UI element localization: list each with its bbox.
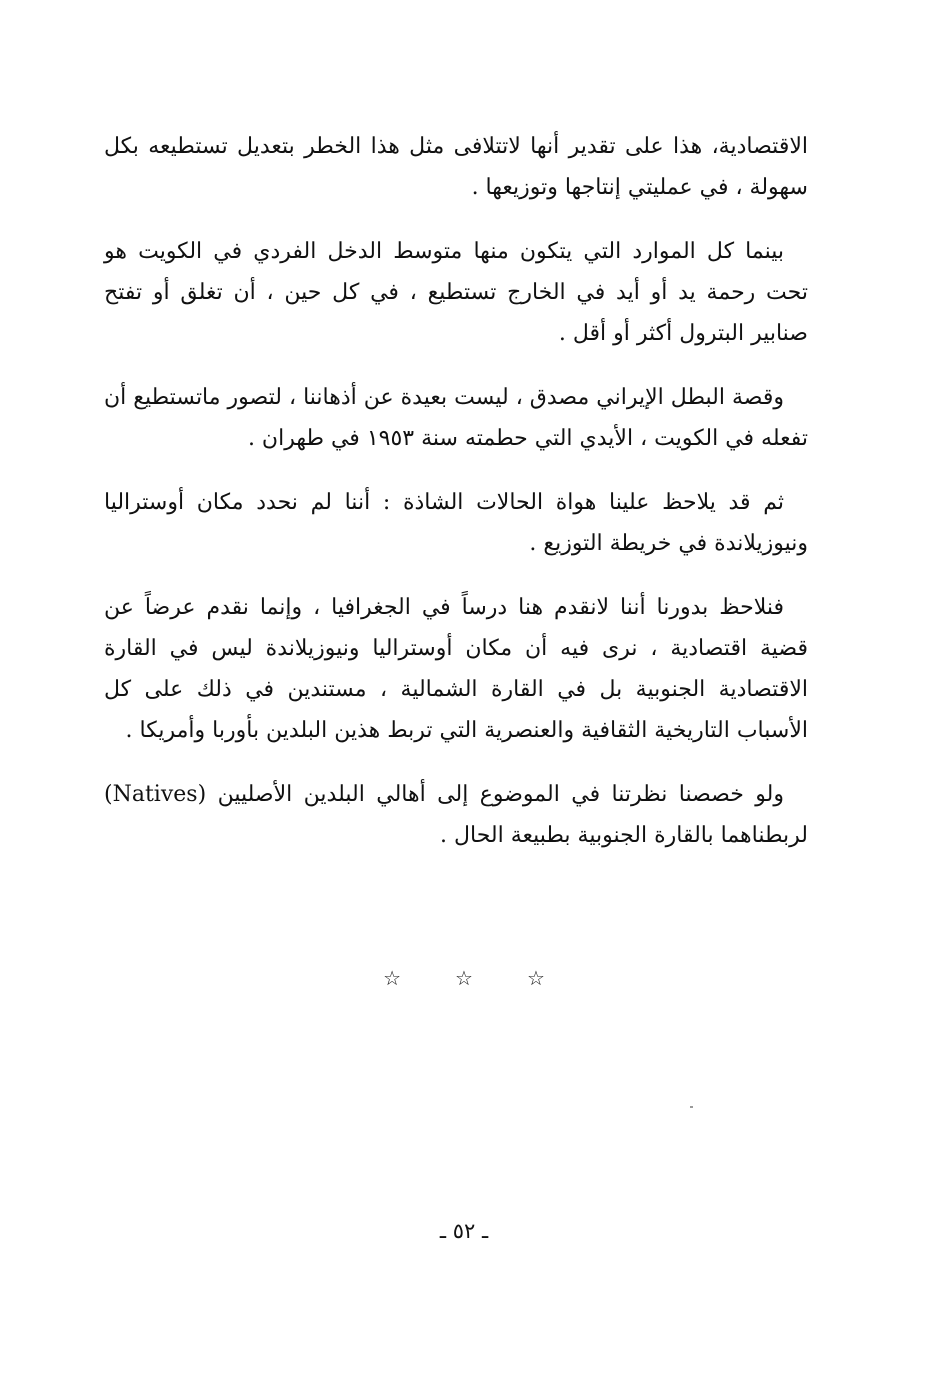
- page-number: ـ ٥٢ ـ: [439, 1219, 489, 1243]
- paragraph-continuation: الاقتصادية، هذا على تقدير أنها لاتتلافى مثل هذا الخطر بتعديل تستطيعه بكل سهولة ، في عمليتي إنتاجها وتوزيعها .: [104, 134, 808, 200]
- paragraph-natives: ولو خصصنا نظرتنا في الموضوع إلى أهالي البلدين الأصليين (Natives) لربطناهما بالقارة الجنوبية بطبيعة الحال .: [104, 782, 808, 848]
- paragraph-geography: فنلاحظ بدورنا أننا لانقدم هنا درساً في الجغرافيا ، وإنما نقدم عرضاً عن قضية اقتصادية ، نرى فيه أن مكان أوستراليا ونيوزيلاندة ليس في القارة الاقتصادية الجنوبية بل في القارة الشمالية ، مستندين في ذلك على كل الأسباب التاريخية الثقافية والعنصرية التي تربط هذين البلدين بأوربا وأمريكا .: [104, 595, 808, 743]
- star-icon: ☆: [383, 966, 402, 990]
- paragraph-mossadegh: وقصة البطل الإيراني مصدق ، ليست بعيدة عن أذهاننا ، لتصور ماتستطيع أن تفعله في الكويت ، الأيدي التي حطمته سنة ١٩٥٣ في طهران .: [104, 385, 808, 451]
- scan-speck: [690, 1106, 693, 1108]
- star-icon: ☆: [526, 966, 545, 990]
- section-separator: [0, 966, 928, 990]
- body-text: [104, 126, 808, 879]
- star-icon: ☆: [455, 966, 473, 990]
- paragraph-kuwait-income: بينما كل الموارد التي يتكون منها متوسط الدخل الفردي في الكويت هو تحت رحمة يد أو أيد في الخارج تستطيع ، في كل حين ، أن تغلق أو تفتح صنابير البترول أكثر أو أقل .: [104, 239, 808, 346]
- paragraph-anomalies: ثم قد يلاحظ علينا هواة الحالات الشاذة : أننا لم نحدد مكان أوستراليا ونيوزيلاندة في خريطة التوزيع .: [104, 490, 808, 556]
